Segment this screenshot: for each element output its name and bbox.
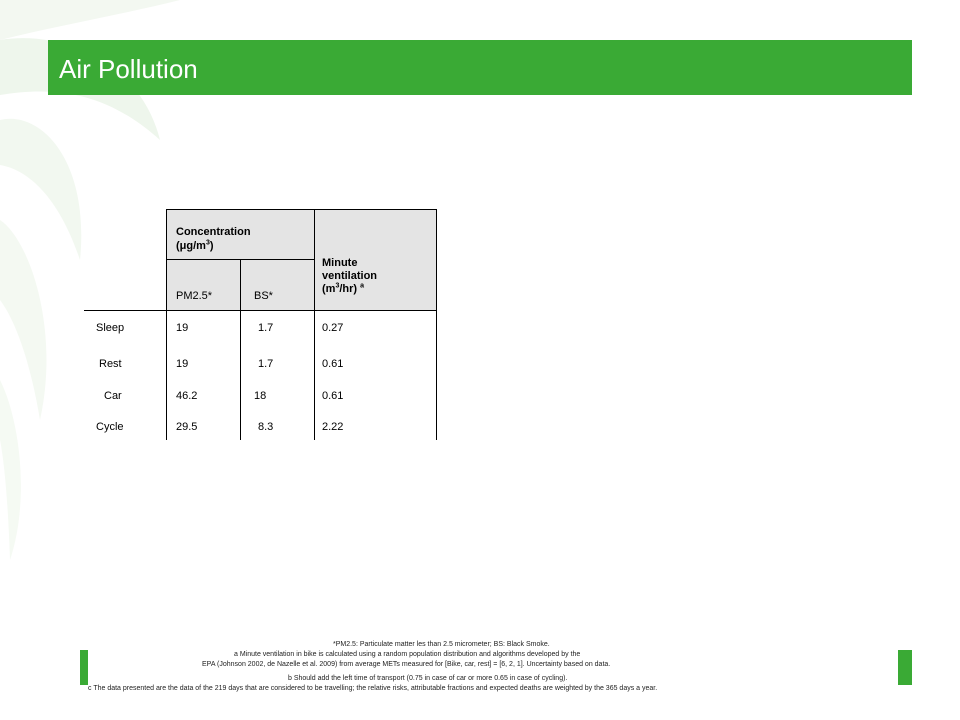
footnote-abbreviations: *PM2.5: Particulate matter les than 2.5 micrometer; BS: Black Smoke. — [333, 641, 550, 648]
row-rest-mv: 0.61 — [322, 358, 344, 370]
left-label-divider — [166, 209, 167, 440]
row-cycle-mv: 2.22 — [322, 421, 344, 433]
row-car-pm25: 46.2 — [176, 390, 198, 402]
header-bs: BS* — [254, 290, 273, 302]
header-bottom-border — [84, 310, 437, 311]
row-cycle-label: Cycle — [96, 421, 124, 433]
header-concentration-unit: $(\mu g/m^3)$ — [176, 239, 214, 252]
footnotes-box — [88, 638, 898, 708]
row-sleep-mv: 0.27 — [322, 322, 344, 334]
row-sleep-bs: 1.7 — [258, 322, 274, 334]
pm-bs-divider — [240, 259, 241, 440]
row-car-mv: 0.61 — [322, 390, 344, 402]
row-cycle-pm25: 29.5 — [176, 421, 198, 433]
table-right-border — [436, 209, 437, 440]
row-car-label: Car — [104, 390, 122, 402]
footnote-c: c The data presented are the data of the 219 days that are considered to be travelling; the relative risks, attributable fractions and expected deaths are weighted by the 365 days a year. — [88, 685, 658, 692]
header-concentration-label: Concentration — [176, 226, 251, 238]
row-sleep-pm25: 19 — [176, 322, 189, 334]
row-sleep-label: Sleep — [96, 322, 125, 334]
footnote-a-line2: EPA (Johnson 2002, de Nazelle et al. 2009) from average METs measured for [Bike, car, rest] = [6, 2, 1]. Uncertainty based on data. — [202, 661, 611, 668]
row-cycle-bs: 8.3 — [258, 421, 274, 433]
header-minute-ventilation: Minute ventilation $(m^3/hr)$ $^a$ — [322, 257, 378, 295]
table-top-border — [166, 209, 436, 210]
header-pm25: PM2.5* — [176, 290, 213, 302]
row-rest-pm25: 19 — [176, 358, 189, 370]
footnote-a-line1: a Minute ventilation in bike is calculated using a random population distribution and algorithms developed by the — [234, 651, 581, 658]
slide-title: Air Pollution — [59, 54, 198, 84]
row-rest-bs: 1.7 — [258, 358, 274, 370]
row-rest-label: Rest — [99, 358, 122, 370]
header-concentration — [176, 225, 251, 253]
row-car-bs: 18 — [254, 390, 267, 402]
bs-mv-divider — [314, 209, 315, 440]
footnote-b: b Should add the left time of transport (0.75 in case of car or more 0.65 in case of cycling). — [288, 675, 568, 682]
